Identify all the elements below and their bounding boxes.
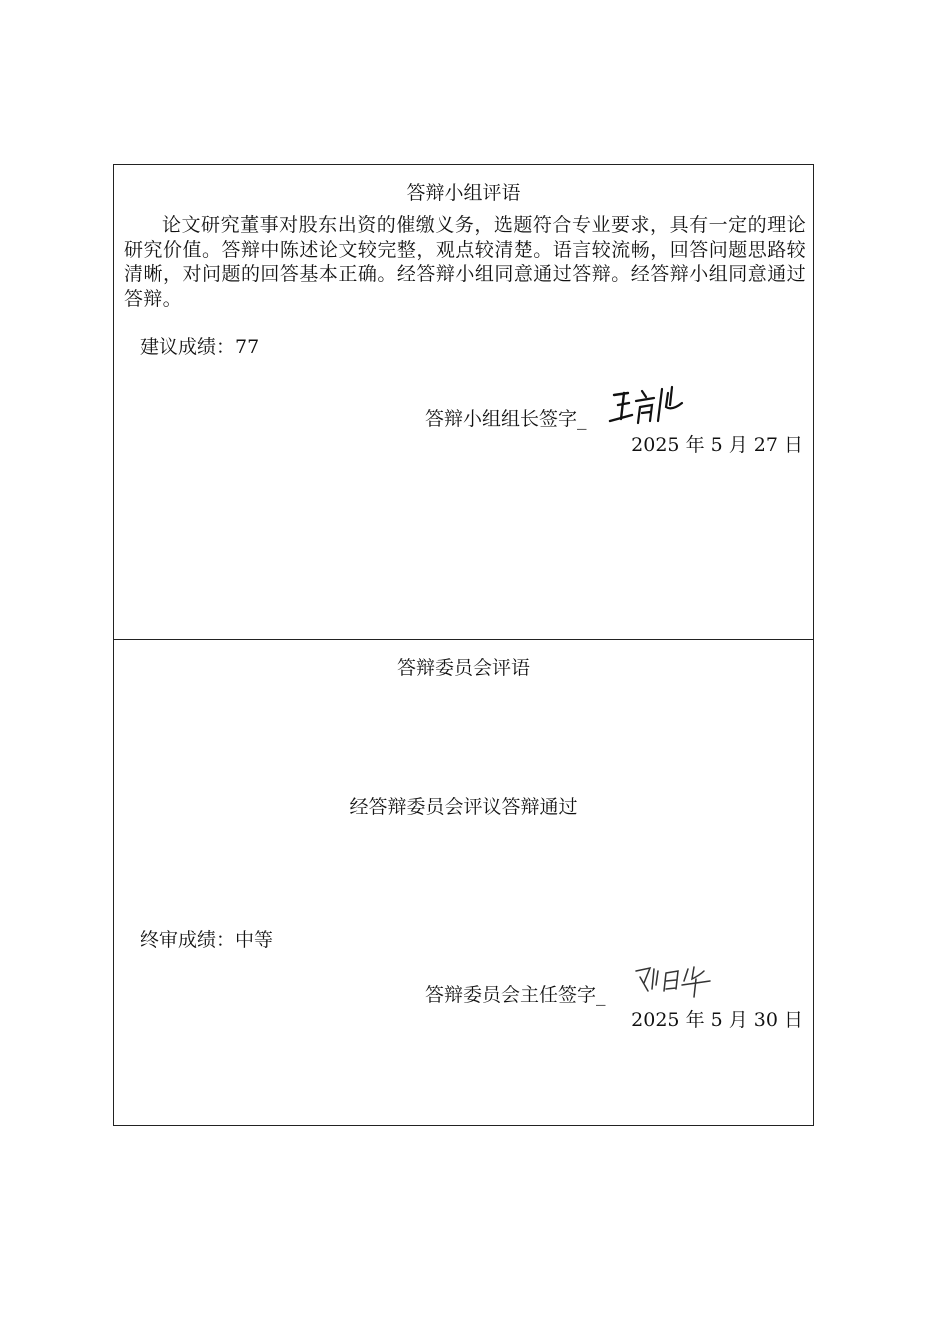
committee-comment-heading: 答辩委员会评语 xyxy=(396,657,530,679)
committee-chair-handwritten-signature xyxy=(630,961,720,1001)
committee-chair-signature-label: 答辩委员会主任签字_ xyxy=(425,984,606,1006)
group-comment-heading: 答辩小组评语 xyxy=(406,182,521,204)
evaluation-form xyxy=(113,164,814,1126)
group-comment-text: 论文研究董事对股东出资的催缴义务，选题符合专业要求，具有一定的理论研究价值。答辩中陈述论文较完整，观点较清楚。语言较流畅，回答问题思路较清晰，对问题的回答基本正确。经答辩小组同意通过答辩。经答辩小组同意通过答辩。 xyxy=(124,214,806,310)
group-leader-handwritten-signature xyxy=(602,381,702,429)
group-comment-date: 2025 年 5 月 27 日 xyxy=(631,434,803,456)
section-divider xyxy=(114,639,813,640)
suggested-grade: 建议成绩：77 xyxy=(140,336,260,358)
committee-comment-date: 2025 年 5 月 30 日 xyxy=(631,1009,803,1031)
group-leader-signature-label: 答辩小组组长签字_ xyxy=(425,408,587,430)
committee-comment-text: 经答辩委员会评议答辩通过 xyxy=(349,796,578,818)
final-grade: 终审成绩：中等 xyxy=(140,929,274,951)
